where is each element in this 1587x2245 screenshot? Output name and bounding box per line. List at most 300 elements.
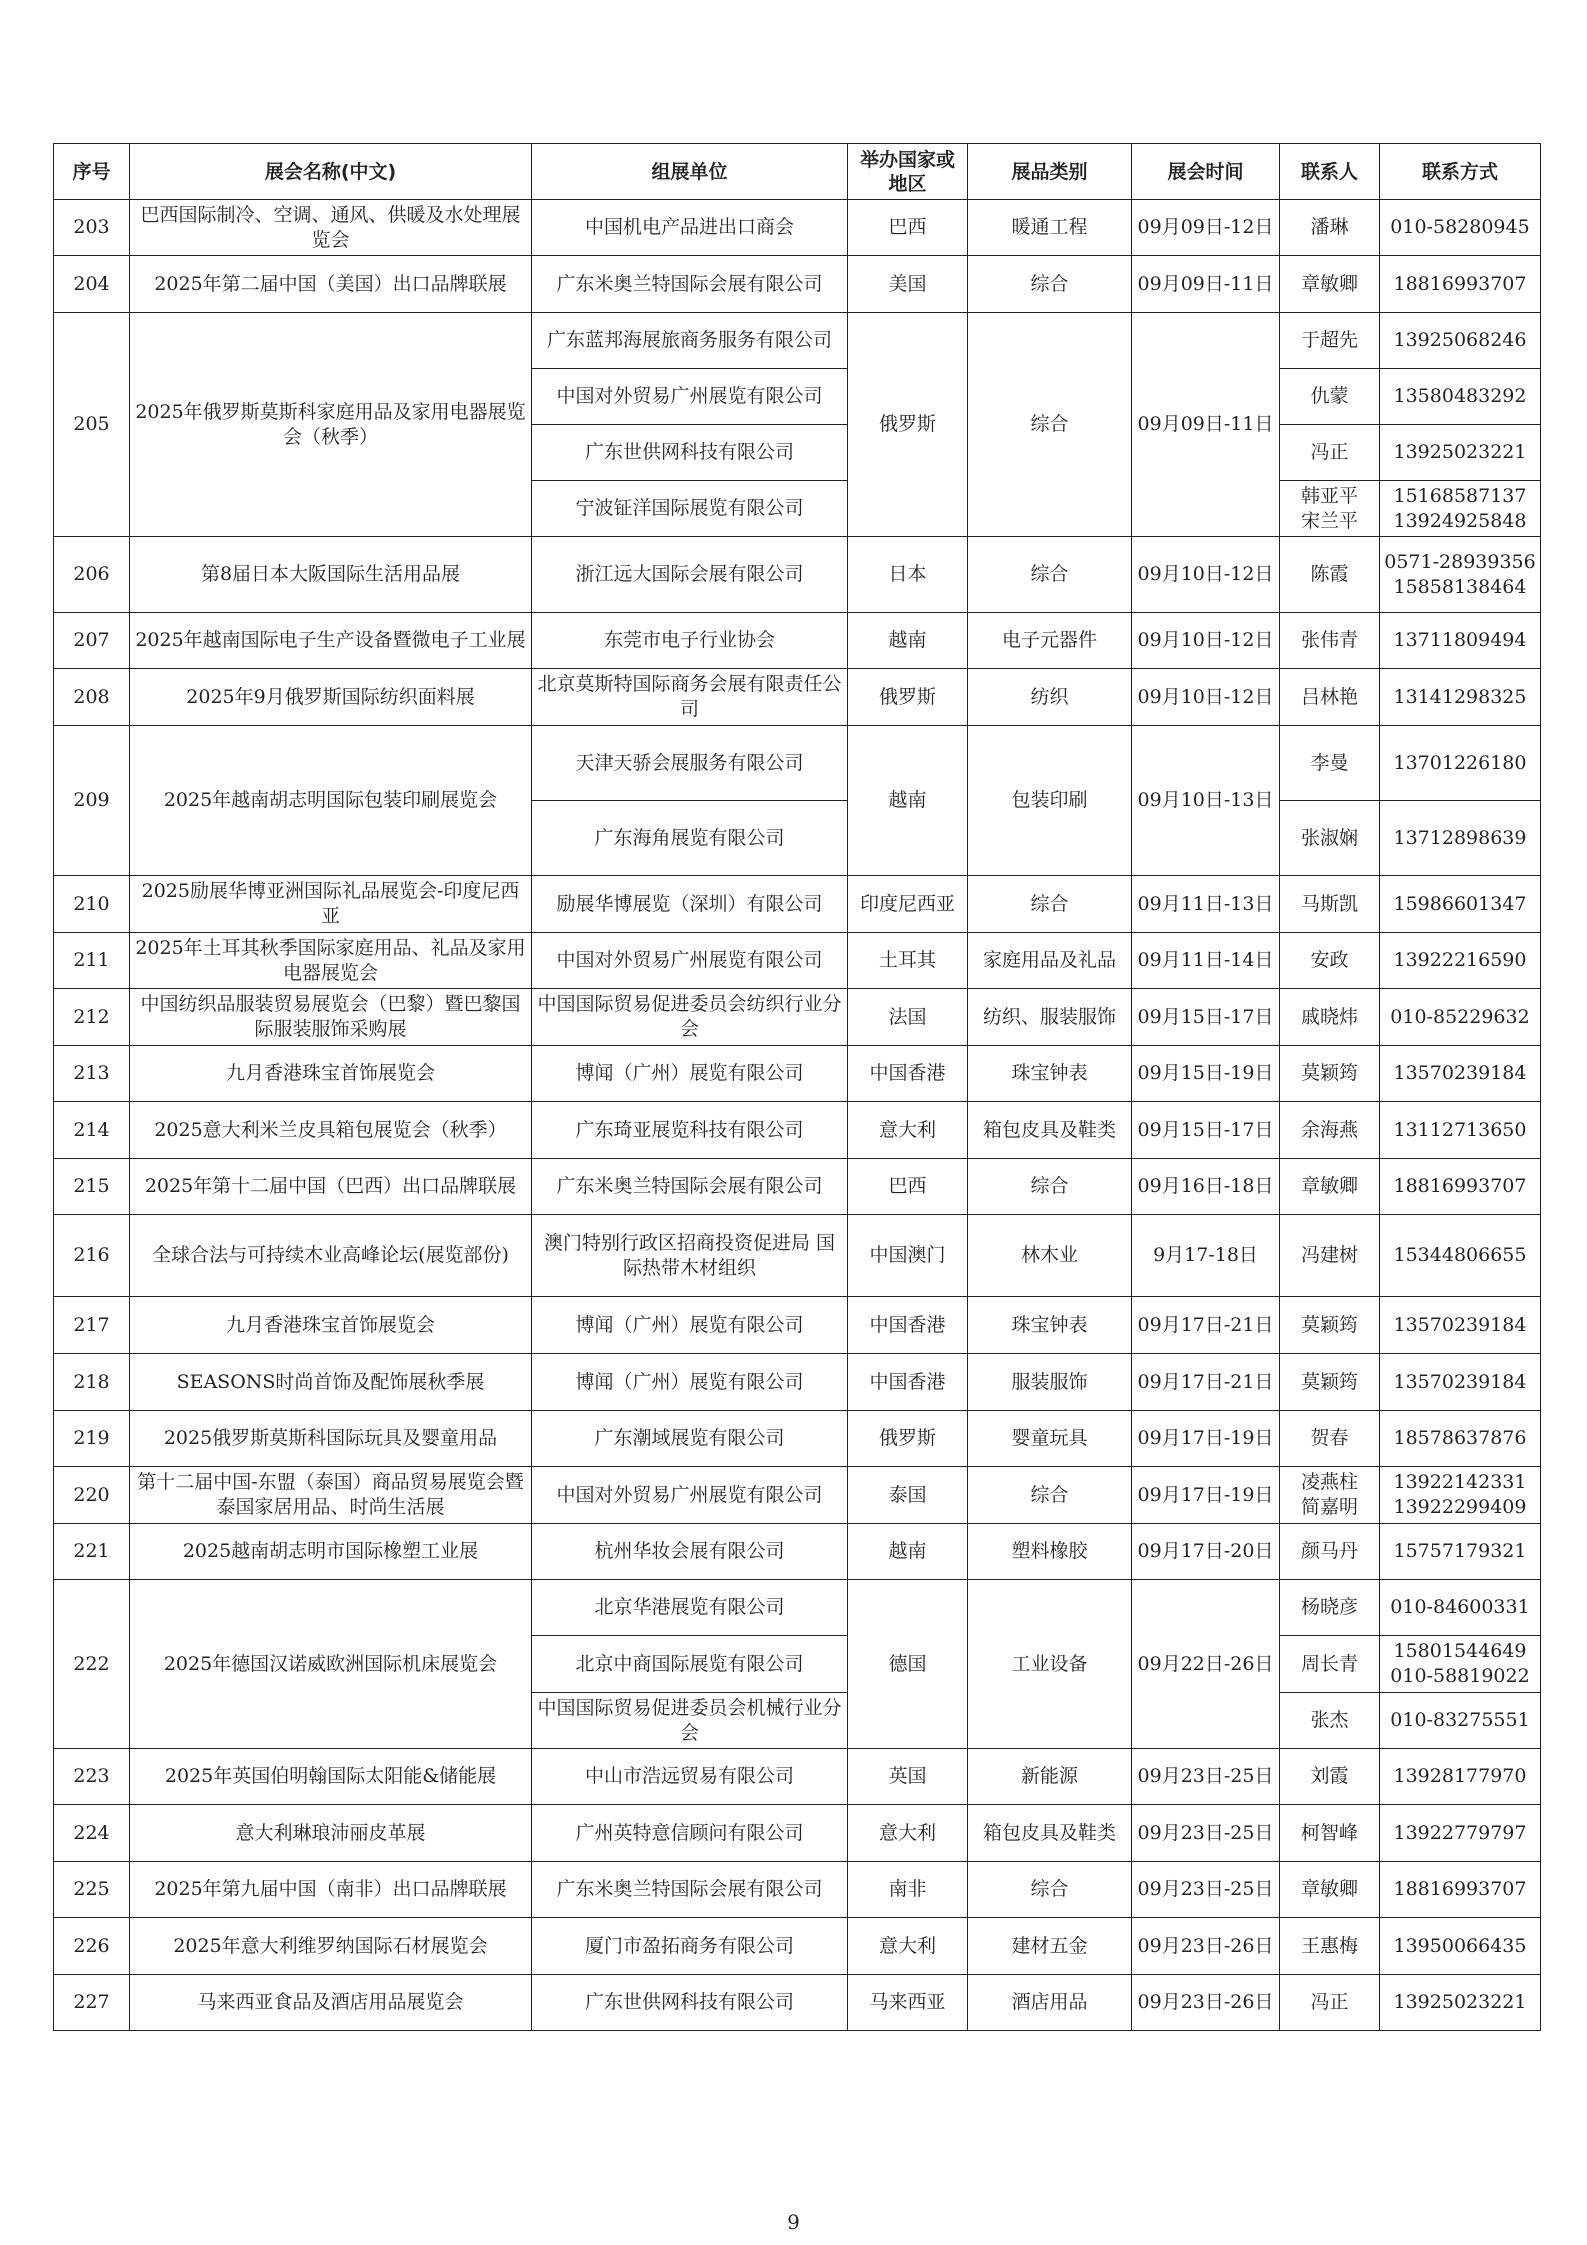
cell-phone (1380, 726, 1541, 801)
cell-contact (1280, 1636, 1380, 1693)
cell-name: 中国纺织品服装贸易展览会（巴黎）暨巴黎国际服装服饰采购展 (130, 989, 532, 1046)
cell-line: 18816993707 (1393, 1175, 1527, 1197)
cell-contact (1280, 876, 1380, 933)
cell-organizer: 广州英特意信顾问有限公司 (532, 1805, 848, 1862)
cell-line: 吕林艳 (1300, 685, 1358, 708)
cell-name: 九月香港珠宝首饰展览会 (130, 1046, 532, 1102)
cell-category: 包装印刷 (968, 726, 1132, 876)
cell-contact (1280, 1215, 1380, 1297)
cell-organizer: 中国国际贸易促进委员会机械行业分会 (532, 1693, 848, 1749)
cell-time: 09月17日-21日 (1132, 1297, 1280, 1354)
cell-no: 215 (54, 1159, 130, 1215)
cell-time: 09月10日-12日 (1132, 613, 1280, 669)
cell-country: 俄罗斯 (848, 1411, 968, 1467)
cell-time: 09月16日-18日 (1132, 1159, 1280, 1215)
cell-category: 婴童玩具 (968, 1411, 1132, 1467)
cell-line: 010-58819022 (1390, 1665, 1530, 1687)
cell-contact (1280, 1411, 1380, 1467)
table-row (54, 537, 1541, 613)
cell-contact (1280, 1524, 1380, 1580)
cell-category: 综合 (968, 537, 1132, 613)
cell-name: 2025年意大利维罗纳国际石材展览会 (130, 1918, 532, 1975)
cell-country: 泰国 (848, 1467, 968, 1524)
cell-line: 仇蒙 (1310, 385, 1349, 407)
cell-time: 09月11日-14日 (1132, 933, 1280, 989)
cell-organizer: 广东琦亚展览科技有限公司 (532, 1102, 848, 1159)
cell-organizer: 中山市浩远贸易有限公司 (532, 1749, 848, 1805)
cell-no: 224 (54, 1805, 130, 1862)
cell-line: 15757179321 (1393, 1540, 1527, 1562)
cell-line: 刘霞 (1310, 1765, 1349, 1787)
cell-line: 13925068246 (1393, 329, 1527, 351)
cell-no: 207 (54, 613, 130, 669)
cell-contact (1280, 1862, 1380, 1918)
cell-category: 箱包皮具及鞋类 (968, 1805, 1132, 1862)
cell-country: 中国香港 (848, 1046, 968, 1102)
cell-time: 09月23日-25日 (1132, 1805, 1280, 1862)
cell-contact (1280, 1749, 1380, 1805)
cell-category: 箱包皮具及鞋类 (968, 1102, 1132, 1159)
cell-name: 2025年9月俄罗斯国际纺织面料展 (130, 669, 532, 726)
table-row (54, 989, 1541, 1046)
table-row (54, 613, 1541, 669)
table-row (54, 1975, 1541, 2031)
cell-line: 章敏卿 (1300, 272, 1358, 295)
cell-category: 建材五金 (968, 1918, 1132, 1975)
cell-phone (1380, 1862, 1541, 1918)
cell-category: 塑料橡胶 (968, 1524, 1132, 1580)
cell-line: 宋兰平 (1300, 509, 1358, 532)
cell-line: 戚晓炜 (1300, 1005, 1358, 1028)
cell-name: 2025意大利米兰皮具箱包展览会（秋季） (130, 1102, 532, 1159)
cell-phone (1380, 1297, 1541, 1354)
cell-contact (1280, 669, 1380, 726)
cell-no: 203 (54, 200, 130, 256)
cell-time: 09月15日-19日 (1132, 1046, 1280, 1102)
table-row (54, 256, 1541, 313)
cell-organizer: 北京莫斯特国际商务会展有限责任公司 (532, 669, 848, 726)
table-body (54, 200, 1541, 2031)
cell-contact (1280, 1805, 1380, 1862)
cell-line: 13580483292 (1393, 385, 1527, 407)
cell-organizer: 东莞市电子行业协会 (532, 613, 848, 669)
cell-line: 张伟青 (1300, 629, 1358, 651)
cell-country: 意大利 (848, 1805, 968, 1862)
cell-phone (1380, 1749, 1541, 1805)
cell-organizer: 厦门市盈拓商务有限公司 (532, 1918, 848, 1975)
cell-line: 15168587137 (1393, 484, 1527, 507)
page-number: 9 (787, 2210, 800, 2234)
cell-phone (1380, 613, 1541, 669)
cell-line: 13922216590 (1393, 949, 1527, 971)
cell-contact (1280, 1918, 1380, 1975)
cell-no: 205 (54, 313, 130, 537)
cell-time: 9月17-18日 (1132, 1215, 1280, 1297)
cell-country: 中国澳门 (848, 1215, 968, 1297)
cell-organizer: 中国对外贸易广州展览有限公司 (532, 933, 848, 989)
cell-organizer: 励展华博展览（深圳）有限公司 (532, 876, 848, 933)
cell-contact (1280, 933, 1380, 989)
cell-phone (1380, 200, 1541, 256)
cell-line: 0571-28939356 (1384, 550, 1536, 573)
cell-contact (1280, 1580, 1380, 1636)
cell-name: 2025年德国汉诺威欧洲国际机床展览会 (130, 1580, 532, 1749)
cell-no: 213 (54, 1046, 130, 1102)
cell-contact (1280, 256, 1380, 313)
cell-phone (1380, 1354, 1541, 1411)
header-no: 序号 (54, 144, 130, 200)
cell-organizer: 中国对外贸易广州展览有限公司 (532, 369, 848, 425)
cell-category: 纺织 (968, 669, 1132, 726)
cell-line: 冯正 (1310, 1991, 1349, 2013)
cell-category: 综合 (968, 256, 1132, 313)
cell-time: 09月23日-26日 (1132, 1918, 1280, 1975)
cell-organizer: 广东潮域展览有限公司 (532, 1411, 848, 1467)
cell-category: 酒店用品 (968, 1975, 1132, 2031)
cell-phone (1380, 876, 1541, 933)
header-name: 展会名称(中文) (130, 144, 532, 200)
cell-phone (1380, 1524, 1541, 1580)
cell-no: 218 (54, 1354, 130, 1411)
cell-line: 13922142331 (1393, 1471, 1527, 1493)
cell-line: 莫颖筠 (1300, 1313, 1358, 1336)
cell-time: 09月15日-17日 (1132, 1102, 1280, 1159)
cell-no: 209 (54, 726, 130, 876)
cell-name: 2025年第二届中国（美国）出口品牌联展 (130, 256, 532, 313)
cell-contact (1280, 1354, 1380, 1411)
cell-line: 13950066435 (1393, 1934, 1527, 1957)
cell-organizer: 广东米奥兰特国际会展有限公司 (532, 1862, 848, 1918)
header-contact: 联系人 (1280, 144, 1380, 200)
cell-name: 九月香港珠宝首饰展览会 (130, 1297, 532, 1354)
cell-no: 212 (54, 989, 130, 1046)
cell-phone (1380, 801, 1541, 876)
cell-time: 09月17日-19日 (1132, 1467, 1280, 1524)
cell-line: 柯智峰 (1300, 1821, 1358, 1844)
cell-line: 简嘉明 (1300, 1496, 1358, 1518)
cell-country: 巴西 (848, 1159, 968, 1215)
cell-category: 珠宝钟表 (968, 1046, 1132, 1102)
cell-country: 土耳其 (848, 933, 968, 989)
cell-phone (1380, 1411, 1541, 1467)
table-row (54, 1046, 1541, 1102)
cell-name: 2025年土耳其秋季国际家庭用品、礼品及家用电器展览会 (130, 933, 532, 989)
cell-no: 226 (54, 1918, 130, 1975)
cell-line: 18816993707 (1393, 1878, 1527, 1900)
table-row (54, 1918, 1541, 1975)
cell-phone (1380, 1805, 1541, 1862)
cell-no: 225 (54, 1862, 130, 1918)
cell-contact (1280, 613, 1380, 669)
table-row (54, 200, 1541, 256)
cell-country: 德国 (848, 1580, 968, 1749)
cell-line: 18578637876 (1393, 1427, 1527, 1449)
cell-category: 综合 (968, 876, 1132, 933)
cell-line: 13925023221 (1393, 1991, 1527, 2013)
cell-line: 杨晓彦 (1300, 1596, 1358, 1618)
cell-no: 214 (54, 1102, 130, 1159)
cell-category: 工业设备 (968, 1580, 1132, 1749)
header-phone: 联系方式 (1380, 144, 1541, 200)
cell-time: 09月23日-25日 (1132, 1749, 1280, 1805)
cell-line: 15858138464 (1393, 575, 1527, 598)
cell-organizer: 浙江远大国际会展有限公司 (532, 537, 848, 613)
cell-contact (1280, 989, 1380, 1046)
cell-no: 227 (54, 1975, 130, 2031)
table-row (54, 726, 1541, 801)
cell-time: 09月17日-19日 (1132, 1411, 1280, 1467)
header-country: 举办国家或地区 (848, 144, 968, 200)
cell-no: 211 (54, 933, 130, 989)
cell-phone (1380, 989, 1541, 1046)
table-row (54, 1580, 1541, 1636)
cell-contact (1280, 369, 1380, 425)
cell-country: 英国 (848, 1749, 968, 1805)
cell-organizer: 杭州华妆会展有限公司 (532, 1524, 848, 1580)
cell-no: 223 (54, 1749, 130, 1805)
cell-line: 13112713650 (1393, 1118, 1527, 1141)
cell-name: 2025年英国伯明翰国际太阳能&储能展 (130, 1749, 532, 1805)
cell-line: 010-85229632 (1390, 1005, 1530, 1028)
table-row (54, 1467, 1541, 1524)
cell-name: 全球合法与可持续木业高峰论坛(展览部份) (130, 1215, 532, 1297)
cell-category: 家庭用品及礼品 (968, 933, 1132, 989)
cell-country: 越南 (848, 613, 968, 669)
cell-time: 09月09日-11日 (1132, 313, 1280, 537)
cell-phone (1380, 1159, 1541, 1215)
cell-organizer: 北京中商国际展览有限公司 (532, 1636, 848, 1693)
header-row (54, 144, 1541, 200)
cell-no: 210 (54, 876, 130, 933)
cell-no: 217 (54, 1297, 130, 1354)
cell-contact (1280, 1975, 1380, 2031)
cell-country: 印度尼西亚 (848, 876, 968, 933)
cell-time: 09月15日-17日 (1132, 989, 1280, 1046)
cell-country: 越南 (848, 726, 968, 876)
cell-phone (1380, 1580, 1541, 1636)
cell-line: 周长青 (1300, 1652, 1358, 1675)
cell-time: 09月10日-12日 (1132, 537, 1280, 613)
cell-organizer: 宁波钲洋国际展览有限公司 (532, 481, 848, 537)
cell-line: 13141298325 (1393, 685, 1527, 708)
cell-category: 服装服饰 (968, 1354, 1132, 1411)
cell-name: 马来西亚食品及酒店用品展览会 (130, 1975, 532, 2031)
cell-name: 2025年越南国际电子生产设备暨微电子工业展 (130, 613, 532, 669)
table-row (54, 1411, 1541, 1467)
cell-line: 15344806655 (1393, 1244, 1527, 1266)
cell-contact (1280, 200, 1380, 256)
cell-organizer: 天津天骄会展服务有限公司 (532, 726, 848, 801)
cell-contact (1280, 1102, 1380, 1159)
table-row (54, 1862, 1541, 1918)
cell-line: 15801544649 (1393, 1640, 1527, 1662)
cell-phone (1380, 369, 1541, 425)
cell-country: 巴西 (848, 200, 968, 256)
cell-name: 巴西国际制冷、空调、通风、供暖及水处理展览会 (130, 200, 532, 256)
cell-line: 13925023221 (1393, 441, 1527, 463)
cell-phone (1380, 669, 1541, 726)
cell-category: 电子元器件 (968, 613, 1132, 669)
cell-category: 综合 (968, 1862, 1132, 1918)
cell-contact (1280, 537, 1380, 613)
cell-line: 010-58280945 (1390, 216, 1530, 238)
cell-line: 13928177970 (1393, 1765, 1527, 1787)
cell-line: 15986601347 (1393, 892, 1527, 915)
cell-category: 珠宝钟表 (968, 1297, 1132, 1354)
cell-phone (1380, 1467, 1541, 1524)
cell-line: 陈霞 (1310, 563, 1349, 585)
cell-contact (1280, 313, 1380, 369)
cell-line: 余海燕 (1300, 1118, 1358, 1141)
cell-organizer: 广东米奥兰特国际会展有限公司 (532, 256, 848, 313)
cell-line: 13570239184 (1393, 1062, 1527, 1084)
cell-name: 2025越南胡志明市国际橡塑工业展 (130, 1524, 532, 1580)
cell-phone (1380, 313, 1541, 369)
cell-line: 安政 (1310, 949, 1349, 971)
cell-phone (1380, 481, 1541, 537)
cell-category: 综合 (968, 313, 1132, 537)
table-row (54, 1102, 1541, 1159)
cell-name: 2025年第十二届中国（巴西）出口品牌联展 (130, 1159, 532, 1215)
cell-time: 09月09日-11日 (1132, 256, 1280, 313)
cell-no: 204 (54, 256, 130, 313)
cell-line: 010-84600331 (1390, 1596, 1530, 1618)
cell-name: SEASONS时尚首饰及配饰展秋季展 (130, 1354, 532, 1411)
cell-line: 13711809494 (1393, 629, 1527, 651)
cell-category: 林木业 (968, 1215, 1132, 1297)
table-row (54, 1354, 1541, 1411)
cell-phone (1380, 933, 1541, 989)
cell-no: 206 (54, 537, 130, 613)
cell-line: 张淑娴 (1300, 826, 1358, 849)
cell-country: 南非 (848, 1862, 968, 1918)
cell-line: 章敏卿 (1300, 1878, 1358, 1900)
cell-contact (1280, 1693, 1380, 1749)
cell-country: 法国 (848, 989, 968, 1046)
cell-category: 暖通工程 (968, 200, 1132, 256)
cell-contact (1280, 1159, 1380, 1215)
cell-country: 意大利 (848, 1918, 968, 1975)
cell-category: 综合 (968, 1159, 1132, 1215)
cell-country: 越南 (848, 1524, 968, 1580)
cell-no: 216 (54, 1215, 130, 1297)
cell-contact (1280, 726, 1380, 801)
cell-time: 09月23日-26日 (1132, 1975, 1280, 2031)
cell-time: 09月17日-20日 (1132, 1524, 1280, 1580)
cell-phone (1380, 537, 1541, 613)
cell-category: 综合 (968, 1467, 1132, 1524)
cell-line: 颜马丹 (1300, 1540, 1358, 1562)
table-row (54, 313, 1541, 369)
cell-name: 意大利琳琅沛丽皮革展 (130, 1805, 532, 1862)
cell-time: 09月10日-12日 (1132, 669, 1280, 726)
cell-organizer: 博闻（广州）展览有限公司 (532, 1354, 848, 1411)
cell-phone (1380, 1102, 1541, 1159)
cell-country: 俄罗斯 (848, 669, 968, 726)
cell-organizer: 广东米奥兰特国际会展有限公司 (532, 1159, 848, 1215)
cell-line: 13922779797 (1393, 1821, 1527, 1844)
cell-phone (1380, 1046, 1541, 1102)
cell-phone (1380, 425, 1541, 481)
cell-line: 010-83275551 (1390, 1709, 1530, 1731)
cell-country: 日本 (848, 537, 968, 613)
exhibition-table (53, 143, 1541, 2031)
cell-time: 09月11日-13日 (1132, 876, 1280, 933)
cell-line: 凌燕柱 (1300, 1471, 1358, 1493)
cell-country: 中国香港 (848, 1354, 968, 1411)
cell-line: 13712898639 (1393, 826, 1527, 849)
cell-phone (1380, 256, 1541, 313)
cell-line: 张杰 (1310, 1709, 1349, 1731)
cell-name: 2025励展华博亚洲国际礼品展览会-印度尼西亚 (130, 876, 532, 933)
cell-no: 221 (54, 1524, 130, 1580)
cell-line: 莫颖筠 (1300, 1370, 1358, 1393)
cell-line: 冯建树 (1300, 1244, 1358, 1266)
cell-line: 韩亚平 (1300, 484, 1358, 507)
cell-organizer: 中国对外贸易广州展览有限公司 (532, 1467, 848, 1524)
cell-category: 新能源 (968, 1749, 1132, 1805)
cell-organizer: 博闻（广州）展览有限公司 (532, 1297, 848, 1354)
cell-country: 马来西亚 (848, 1975, 968, 2031)
table-row (54, 1805, 1541, 1862)
cell-name: 2025俄罗斯莫斯科国际玩具及婴童用品 (130, 1411, 532, 1467)
cell-no: 222 (54, 1580, 130, 1749)
cell-line: 于超先 (1300, 329, 1358, 351)
cell-line: 王惠梅 (1300, 1934, 1358, 1957)
cell-organizer: 博闻（广州）展览有限公司 (532, 1046, 848, 1102)
cell-organizer: 广东蓝邦海展旅商务服务有限公司 (532, 313, 848, 369)
cell-name: 2025年俄罗斯莫斯科家庭用品及家用电器展览会（秋季） (130, 313, 532, 537)
table-row (54, 876, 1541, 933)
cell-organizer: 北京华港展览有限公司 (532, 1580, 848, 1636)
cell-name: 2025年越南胡志明国际包装印刷展览会 (130, 726, 532, 876)
cell-organizer: 中国国际贸易促进委员会纺织行业分会 (532, 989, 848, 1046)
header-organizer: 组展单位 (532, 144, 848, 200)
cell-time: 09月09日-12日 (1132, 200, 1280, 256)
table-row (54, 1297, 1541, 1354)
table-row (54, 1215, 1541, 1297)
cell-line: 马斯凯 (1300, 892, 1358, 915)
cell-name: 第8届日本大阪国际生活用品展 (130, 537, 532, 613)
cell-contact (1280, 425, 1380, 481)
table-row (54, 1524, 1541, 1580)
cell-time: 09月10日-13日 (1132, 726, 1280, 876)
cell-time: 09月17日-21日 (1132, 1354, 1280, 1411)
cell-contact (1280, 1046, 1380, 1102)
cell-organizer: 广东世供网科技有限公司 (532, 425, 848, 481)
cell-no: 219 (54, 1411, 130, 1467)
cell-line: 13701226180 (1393, 751, 1527, 774)
cell-organizer: 中国机电产品进出口商会 (532, 200, 848, 256)
cell-time: 09月22日-26日 (1132, 1580, 1280, 1749)
cell-country: 美国 (848, 256, 968, 313)
cell-phone (1380, 1693, 1541, 1749)
cell-no: 220 (54, 1467, 130, 1524)
cell-line: 13924925848 (1393, 509, 1527, 532)
cell-phone (1380, 1636, 1541, 1693)
cell-line: 章敏卿 (1300, 1175, 1358, 1197)
cell-line: 13570239184 (1393, 1370, 1527, 1393)
cell-name: 2025年第九届中国（南非）出口品牌联展 (130, 1862, 532, 1918)
table-row (54, 933, 1541, 989)
header-category: 展品类别 (968, 144, 1132, 200)
cell-organizer: 广东世供网科技有限公司 (532, 1975, 848, 2031)
cell-phone (1380, 1918, 1541, 1975)
cell-organizer: 澳门特别行政区招商投资促进局 国际热带木材组织 (532, 1215, 848, 1297)
cell-line: 李曼 (1310, 751, 1349, 774)
cell-contact (1280, 801, 1380, 876)
cell-line: 18816993707 (1393, 272, 1527, 295)
